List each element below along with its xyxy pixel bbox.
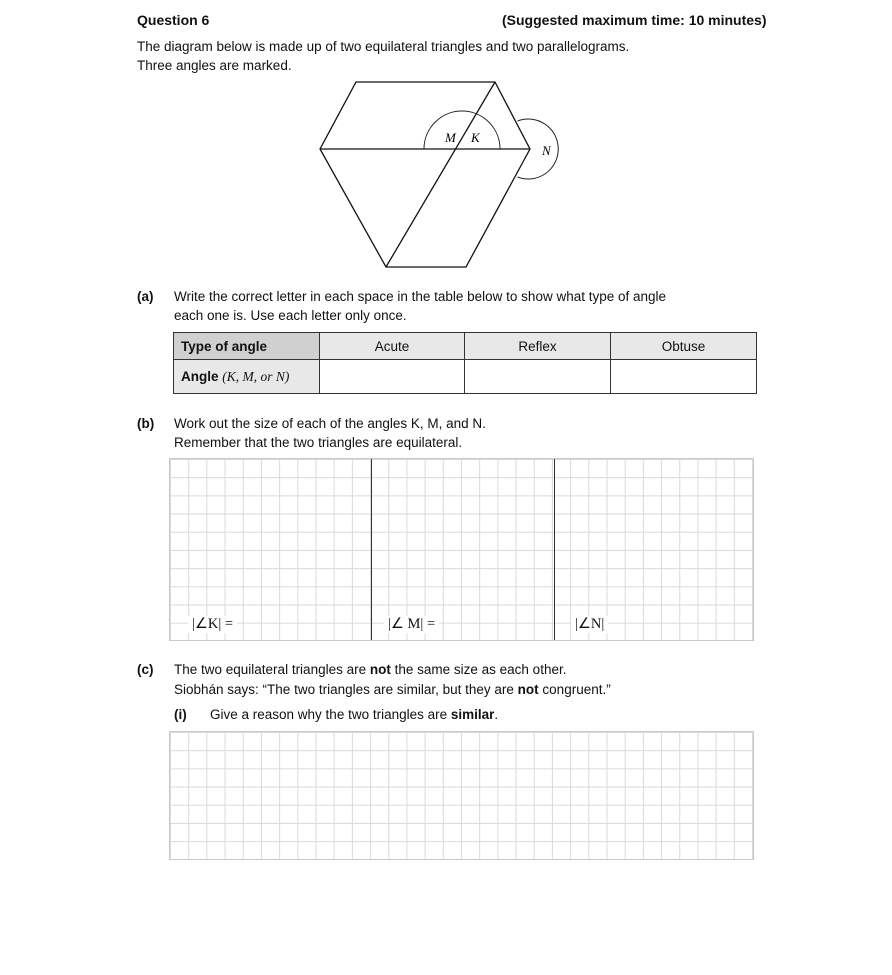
part-c-answer-grid[interactable] — [169, 731, 754, 860]
diagonal-line — [386, 82, 495, 267]
hexagon-outline — [320, 82, 530, 267]
part-a-line-2: each one is. Use each letter only once. — [174, 308, 407, 323]
part-b-line-2: Remember that the two triangles are equilateral. — [174, 435, 463, 450]
type-reflex: Reflex — [465, 333, 611, 360]
part-a-label: (a) — [137, 289, 154, 304]
c1-bold: not — [369, 662, 391, 677]
answer-reflex-cell[interactable] — [465, 360, 611, 394]
c2-bold: not — [517, 682, 539, 697]
answer-n-label: |∠N| — [571, 616, 608, 633]
angle-k-label: K — [471, 130, 480, 145]
part-c-i-label: (i) — [174, 707, 187, 722]
part-c-i-text — [210, 707, 498, 722]
part-a-line-1: Write the correct letter in each space in the table below to show what type of angle — [174, 289, 667, 304]
c1-post: the same size as each other. — [390, 662, 567, 677]
angle-type-table — [173, 332, 757, 394]
grid-divider — [554, 459, 555, 640]
type-acute: Acute — [320, 333, 465, 360]
intro-line-2: Three angles are marked. — [137, 58, 292, 73]
grid-divider — [371, 459, 372, 640]
answer-m-label: |∠ M| = — [384, 616, 439, 633]
type-of-angle-header: Type of angle — [174, 333, 320, 360]
part-c-label: (c) — [137, 662, 154, 677]
ci-bold: similar — [450, 707, 495, 722]
c1-pre: The two equilateral triangles are — [174, 662, 370, 677]
angle-n-label: N — [542, 143, 551, 158]
table-row — [174, 360, 757, 394]
angle-letter-header — [174, 360, 320, 394]
type-obtuse: Obtuse — [611, 333, 757, 360]
part-b-line-1: Work out the size of each of the angles K, M, and N. — [174, 416, 486, 431]
ci-pre: Give a reason why the two triangles are — [210, 707, 451, 722]
answer-obtuse-cell[interactable] — [611, 360, 757, 394]
part-b-label: (b) — [137, 416, 155, 431]
c2-post: congruent.” — [538, 682, 611, 697]
angle-header-rest: (K, M, or N) — [222, 368, 290, 384]
part-c-line-1 — [174, 662, 566, 677]
part-b-answer-grid[interactable] — [169, 458, 754, 641]
suggested-time: (Suggested maximum time: 10 minutes) — [502, 12, 767, 28]
angle-header-bold: Angle — [181, 368, 219, 384]
answer-k-label: |∠K| = — [188, 616, 237, 633]
angle-m-label: M — [445, 130, 456, 145]
table-row — [174, 333, 757, 360]
triangles-diagram — [310, 76, 580, 272]
part-c-line-2 — [174, 682, 611, 697]
ci-post: . — [494, 707, 499, 722]
intro-line-1: The diagram below is made up of two equilateral triangles and two parallelograms. — [137, 39, 630, 54]
answer-acute-cell[interactable] — [320, 360, 465, 394]
c2-pre: Siobhán says: “The two triangles are similar, but they are — [174, 682, 518, 697]
angle-mk-arc — [424, 111, 500, 149]
question-number: Question 6 — [137, 12, 210, 28]
diagram-outline — [320, 82, 530, 267]
